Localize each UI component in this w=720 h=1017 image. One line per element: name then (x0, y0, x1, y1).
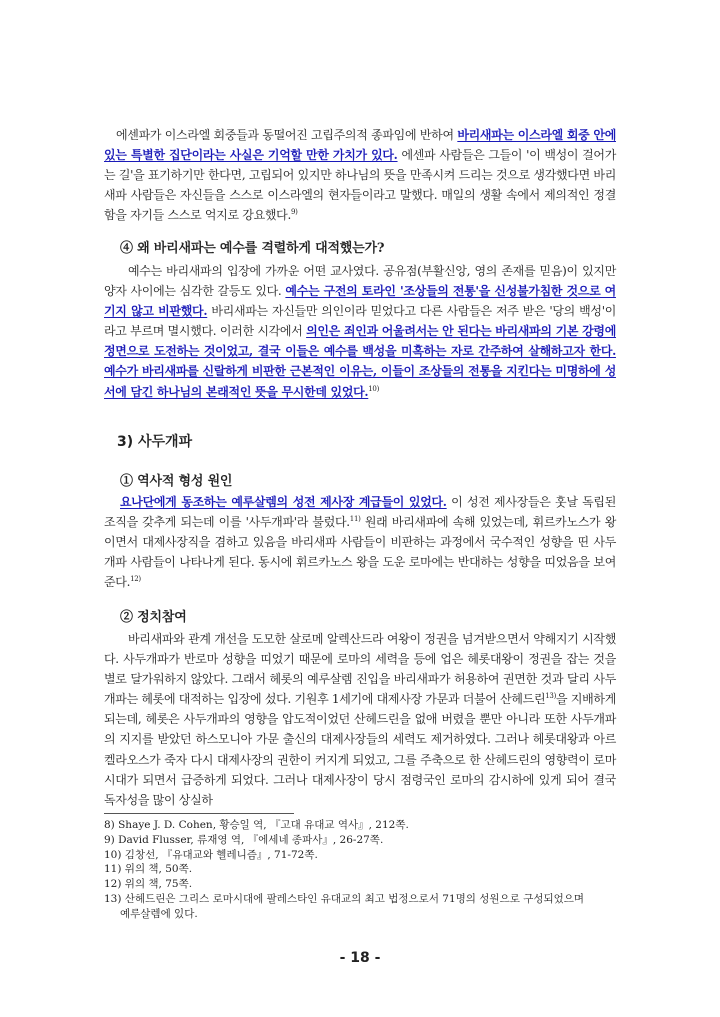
highlighted-text: 예수는 구전의 토라인 '조상들의 전통'을 신성불가침한 것으로 여기지 않고 비판했다. (104, 284, 616, 319)
paragraph-essenes-vs-pharisees: 에센파가 이스라엘 회중들과 동떨어진 고립주의적 종파임에 반하여 바리새파는 이스라엘 회중 안에 있는 특별한 집단이라는 사실은 기억할 만한 가치가 있다. 에센파 사람들은 그들이 '이 백성이 걸어가는 길'을 표기하기만 한다면, 고립되어 있지만 하나님의 뜻을 만족시켜 드리는 것으로 생각했다면 바리새파 사람들은 자신들을 스스로 이스라엘의 현자들이라고 말했다. 매일의 생활 속에서 제의적인 정결함을 자기들 스스로 억지로 강요했다.$^{9)}$ (104, 128, 616, 223)
footnote-13-continued: 예루살렘에 있다. (120, 907, 198, 920)
heading-why-pharisees-opposed-jesus: ④ 왜 바리새파는 예수를 격렬하게 대적했는가? (120, 241, 385, 256)
footnote-ref-11: 11) (349, 515, 361, 524)
heading-historical-origin: ① 역사적 형성 원인 (120, 474, 233, 489)
heading-political-participation: ② 정치참여 (120, 610, 187, 625)
footnote-10: 10) 김창선, 『유대교와 헬레니즘』, 71-72쪽. (104, 848, 318, 861)
highlighted-text: 의인은 죄인과 어울려서는 안 된다는 바리새파의 기본 강령에 정면으로 도전하는 것이었고, 결국 이들은 예수를 백성을 미혹하는 자로 간주하여 살해하고자 한다. 예수가 바리새파를 신랄하게 비판한 근본적인 이유는, 이들이 조상들의 전통을 지킨다는 미명하에 성서에 담긴 하나님의 본래적인 뜻을 무시한데 있었다. (104, 324, 616, 399)
footnote-ref-9: 9) (290, 208, 298, 217)
footnote-11: 11) 위의 책, 50쪽. (104, 863, 193, 876)
section-heading-sadducees: 3) 사두개파 (117, 434, 193, 450)
footnote-ref-10: 10) (368, 384, 380, 393)
highlighted-text: 요나단에게 동조하는 예루살렘의 성전 제사장 계급들이 있었다. (120, 495, 447, 509)
paragraph-historical-origin: 요나단에게 동조하는 예루살렘의 성전 제사장 계급들이 있었다. 이 성전 제사장들은 훗날 독립된 조직을 갖추게 되는데 이를 '사두개파'라 불렀다.$^{11)}$ 원래 바리새파에 속해 있었는데, 휘르카노스가 왕이면서 대제사장직을 겸하고 있음을 바리새파 사람들이 비판하는 과정에서 국수적인 성향을 띤 사두개파 사람들이 나타나게 된다. 동시에 휘르카노스 왕을 도운 로마에는 반대하는 성향을 띠었음을 보여준다.$^{12)}$ (104, 495, 616, 590)
footnote-ref-12: 12) (130, 575, 141, 584)
footnote-12: 12) 위의 책, 75쪽. (104, 878, 193, 891)
footnote-ref-13: 13) (545, 692, 557, 701)
footnote-9: 9) David Flusser, 류재영 역, 『에세네 종파사』, 26-27쪽. (104, 833, 384, 846)
paragraph-jesus-and-pharisees: 예수는 바리새파의 입장에 가까운 어떤 교사였다. 공유점(부활신앙, 영의 존재를 믿음)이 있지만 양자 사이에는 심각한 갈등도 있다. 예수는 구전의 토라인 '조상들의 전통'을 신성불가침한 것으로 여기지 않고 비판했다. 바리새파는 자신들만 의인이라 믿었다고 다른 사람들은 저주 받은 '당의 백성'이라고 부르며 멸시했다. 이러한 시각에서 의인은 죄인과 어울려서는 안 된다는 바리새파의 기본 강령에 정면으로 도전하는 것이었고, 결국 이들은 예수를 백성을 미혹하는 자로 간주하여 살해하고자 한다. 예수가 바리새파를 신랄하게 비판한 근본적인 이유는, 이들이 조상들의 전통을 지킨다는 미명하에 성서에 담긴 하나님의 본래적인 뜻을 무시한데 있었다.$^{10)}$ (104, 264, 616, 399)
footnote-8: 8) Shaye J. D. Cohen, 황승일 역, 『고대 유대교 역사』, 212쪽. (104, 819, 409, 831)
paragraph-political-participation: 바리새파와 관계 개선을 도모한 살로메 알렉산드라 여왕이 정권을 넘겨받으면서 약해지기 시작했다. 사두개파가 반로마 성향을 띠었기 때문에 로마의 세력을 등에 업은 헤롯대왕이 정권을 잡는 것을 별로 달가워하지 않았다. 그래서 헤롯의 예루살렘 진입을 바리새파가 허용하여 권면한 것과 달리 사두개파는 헤롯에 대적하는 입장에 섰다. 기원후 1세기에 대제사장 가문과 더불어 산헤드린$^{13)}$을 지배하게 되는데, 헤롯은 사두개파의 영향을 압도적이었던 산헤드린을 없애 버렸을 뿐만 아니라 또한 사두개파의 지지를 받았던 하스모니아 가문 출신의 대제사장들의 세력도 제거하였다. 그러나 헤롯대왕과 아르켈라오스가 죽자 다시 대제사장의 권한이 커지게 되었고, 그를 주축으로 한 산헤드린의 영향력이 로마시대가 되면서 급증하게 되었다. 그러나 대제사장이 당시 점령국인 로마의 감시하에 있게 되어 결국 독자성을 많이 상실하 (104, 632, 616, 807)
page-number: - 18 - (339, 950, 381, 966)
footnote-13: 13) 산헤드린은 그리스 로마시대에 팔레스타인 유대교의 최고 법정으로서 71명의 성원으로 구성되었으며 (104, 892, 585, 905)
footnotes (104, 818, 624, 922)
highlighted-text: 바리새파는 이스라엘 회중 안에 있는 특별한 집단이라는 사실은 기억할 만한 가치가 있다. (104, 128, 616, 163)
footnote-separator (104, 813, 294, 814)
